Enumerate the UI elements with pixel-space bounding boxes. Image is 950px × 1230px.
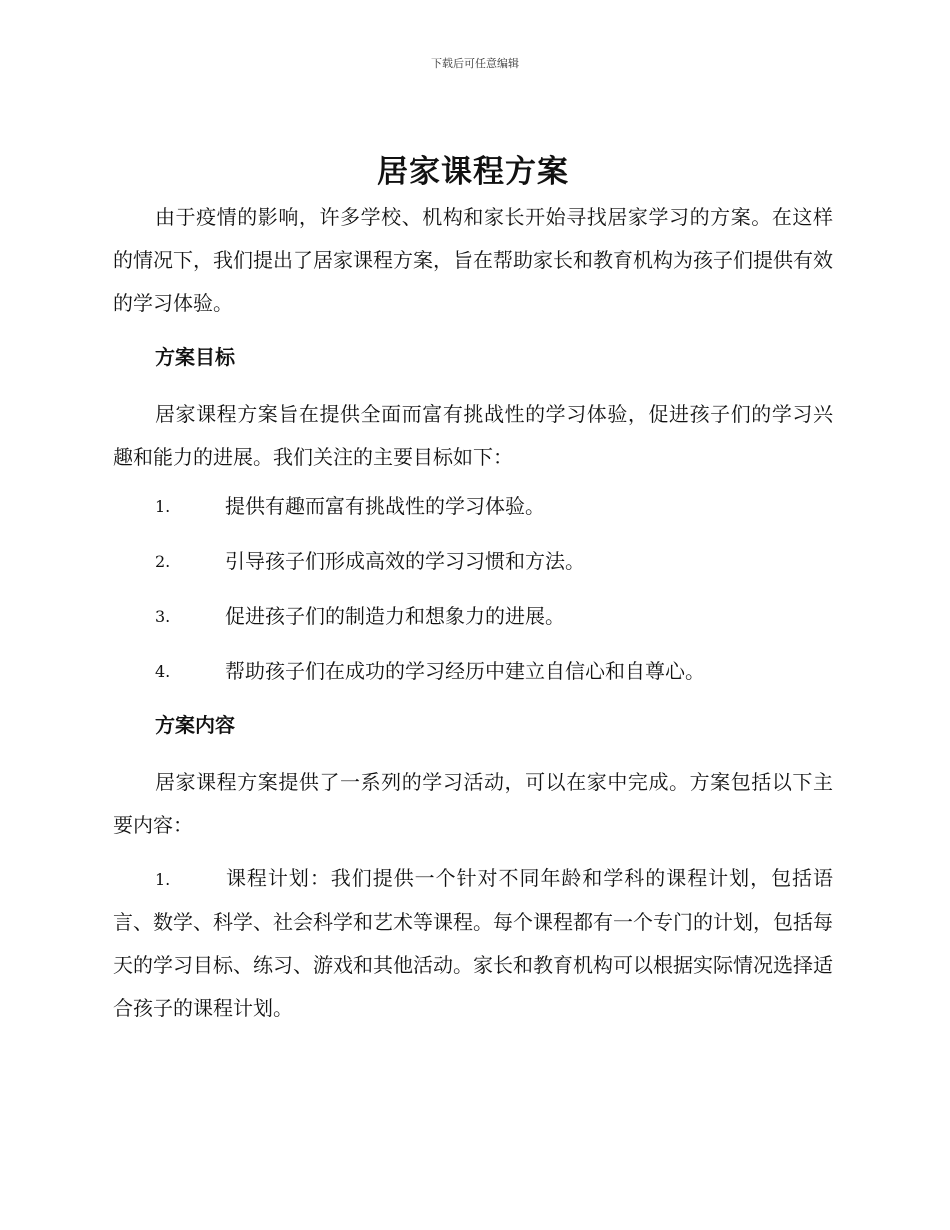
section-heading-content: 方案内容	[155, 713, 235, 737]
intro-paragraph: 由于疫情的影响，许多学校、机构和家长开始寻找居家学习的方案。在这样的情况下，我们提出了居家课程方案，旨在帮助家长和教育机构为孩子们提供有效的学习体验。	[113, 205, 833, 315]
detail-item-number: 1.	[155, 870, 171, 889]
page-header-note: 下载后可任意编辑	[431, 57, 519, 70]
list-item-text: 促进孩子们的制造力和想象力的进展。	[225, 604, 565, 628]
detail-item-text: 课程计划：我们提供一个针对不同年龄和学科的课程计划，包括语言、数学、科学、社会科学和艺术等课程。每个课程都有一个专门的计划，包括每天的学习目标、练习、游戏和其他活动。家长和教育机构可以根据实际情况选择适合孩子的课程计划。	[113, 866, 833, 1020]
list-item-number: 1.	[155, 497, 171, 516]
list-item-number: 2.	[155, 552, 171, 571]
goals-paragraph: 居家课程方案旨在提供全面而富有挑战性的学习体验，促进孩子们的学习兴趣和能力的进展。我们关注的主要目标如下：	[113, 402, 833, 469]
list-item-number: 3.	[155, 607, 171, 626]
list-item-text: 引导孩子们形成高效的学习习惯和方法。	[225, 549, 585, 573]
goals-list	[113, 485, 833, 693]
list-item	[113, 540, 833, 583]
list-item-text: 帮助孩子们在成功的学习经历中建立自信心和自尊心。	[225, 659, 705, 683]
section-heading-goals: 方案目标	[155, 345, 235, 369]
list-item-number: 4.	[155, 662, 171, 681]
document-title: 居家课程方案	[377, 154, 569, 190]
list-item	[113, 595, 833, 638]
list-item	[113, 485, 833, 528]
list-item-text: 提供有趣而富有挑战性的学习体验。	[225, 494, 545, 518]
content-paragraph: 居家课程方案提供了一系列的学习活动，可以在家中完成。方案包括以下主要内容：	[113, 770, 833, 837]
list-item	[113, 650, 833, 693]
document-body	[113, 148, 833, 1030]
content-detail-item	[113, 857, 833, 1030]
